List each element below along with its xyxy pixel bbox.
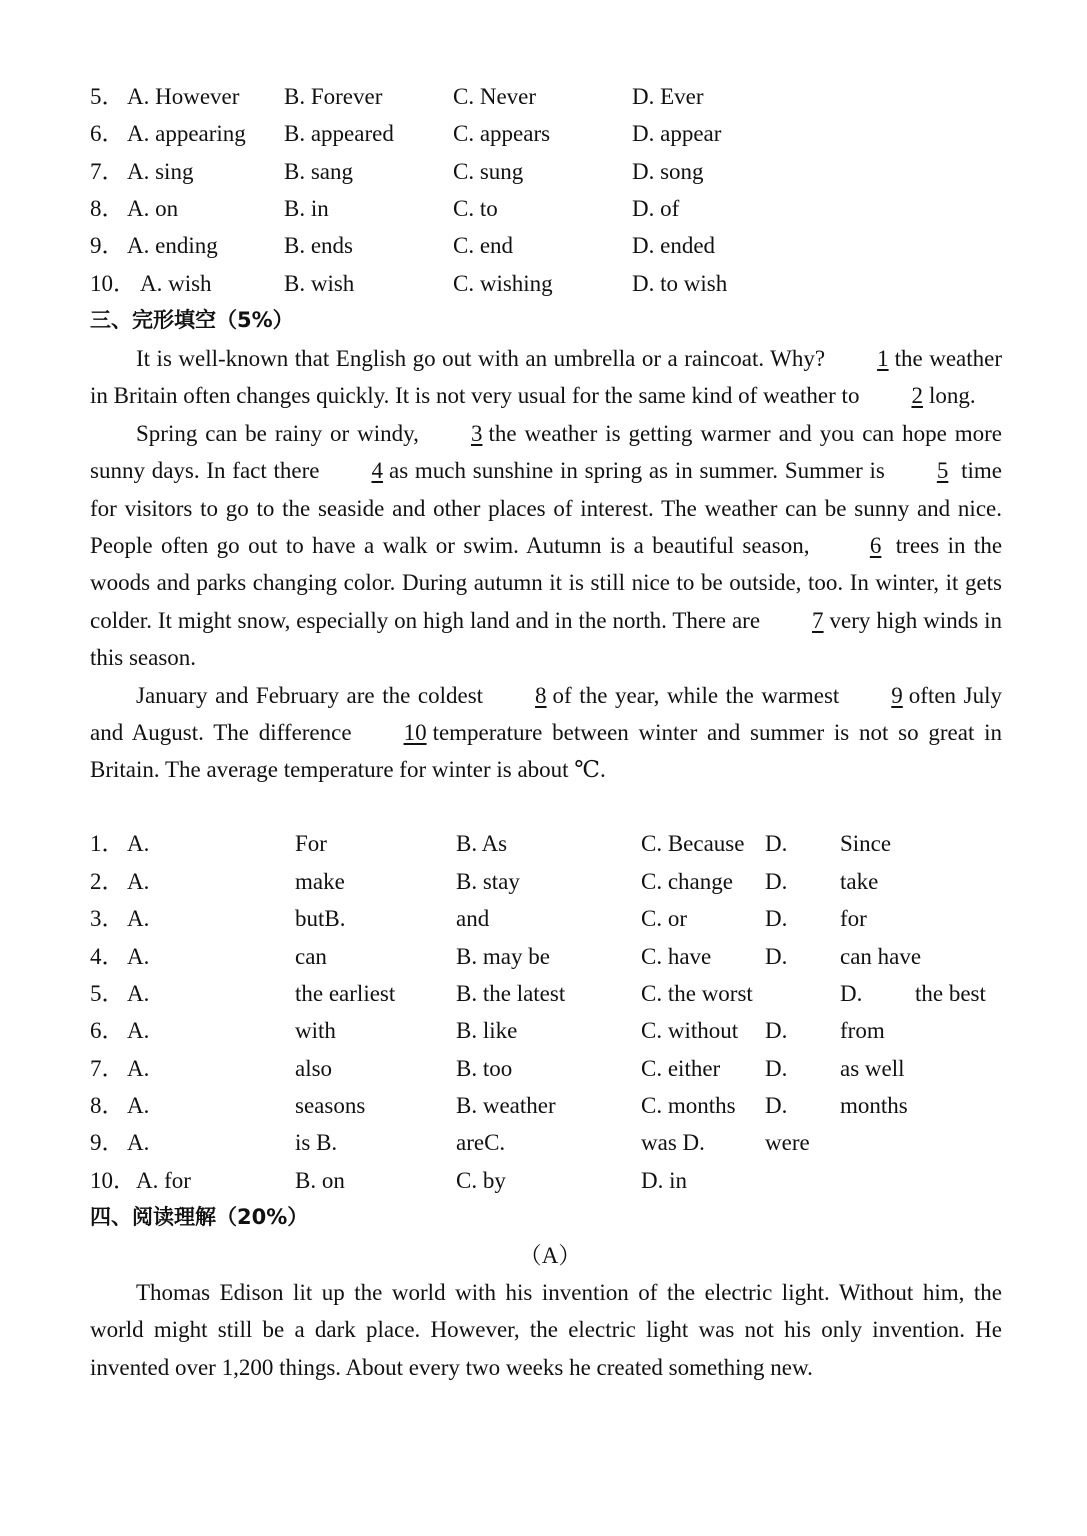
option-row — [0, 863, 1087, 900]
option-c: C. to — [453, 196, 498, 221]
question-number: 6． — [90, 1018, 125, 1043]
passage-text: long. — [928, 383, 976, 409]
option-b: B. sang — [284, 159, 353, 184]
option-row — [0, 1124, 1087, 1161]
question-number: 9． — [90, 233, 125, 258]
option-c: C. wishing — [453, 271, 553, 296]
option-a: is B. — [295, 1130, 338, 1155]
option-row — [0, 78, 1087, 115]
option-a-label: A. — [127, 869, 150, 894]
option-d: D. Ever — [632, 84, 704, 109]
option-a: For — [295, 831, 327, 856]
option-row — [0, 900, 1087, 937]
passage-text: temperature between winter and summer is not so great in Britain. The average temperature for winter is about ℃. — [90, 720, 1002, 783]
option-a-label: A. — [127, 1018, 150, 1043]
passage-text: very high winds in this season. — [90, 607, 1002, 671]
option-d: were — [765, 1130, 810, 1155]
option-d: the best — [915, 981, 986, 1006]
option-d-label: D. — [765, 944, 788, 969]
blank-8: 8 — [535, 682, 547, 708]
option-b: B. ends — [284, 233, 353, 258]
question-number: 1． — [90, 831, 125, 856]
passage-text: trees in the woods and parks changing color. During autumn it is still nice to be outside, too. In winter, it gets colder. It might snow, especially on high land and in the north. There are — [90, 533, 1003, 633]
option-a: A. wish — [140, 271, 212, 296]
option-c: C. the worst — [641, 981, 753, 1006]
passage-label: （A） — [518, 1243, 582, 1268]
question-number: 7． — [90, 1056, 125, 1081]
option-a: A. ending — [127, 233, 218, 258]
option-c: C. Never — [453, 84, 537, 109]
option-b: B. like — [456, 1018, 518, 1043]
question-number: 7． — [90, 159, 125, 184]
option-d-label: D. — [765, 1018, 788, 1043]
passage-text: It is well-known that English go out with an umbrella or a raincoat. Why? — [136, 346, 826, 371]
blank-6: 6 — [869, 533, 882, 559]
option-a: make — [295, 869, 345, 894]
option-a-label: A. — [127, 831, 150, 856]
option-a: A. sing — [127, 159, 194, 184]
option-c: C. or — [641, 906, 687, 931]
option-d: from — [840, 1018, 885, 1043]
option-c: C. end — [453, 233, 514, 258]
section-heading-reading: 四、阅读理解（20%） — [90, 1205, 309, 1229]
option-a-label: A. — [127, 906, 150, 931]
option-c: C. either — [641, 1056, 721, 1081]
option-c: C. months — [641, 1093, 736, 1118]
reading-paragraph-1: Thomas Edison lit up the world with his invention of the electric light. Without him, the world might still be a dark place. However, the electric light was not his only invention. He invented over 1,200 things. About every two weeks he created something new. — [90, 1280, 1002, 1380]
blank-5: 5 — [936, 458, 949, 484]
option-c: C. by — [456, 1168, 506, 1193]
option-d-label: D. — [765, 869, 788, 894]
option-b: B. wish — [284, 271, 355, 296]
passage-text: January and February are the coldest — [136, 682, 484, 708]
option-d: D. ended — [632, 233, 716, 258]
passage-text: the weather in Britain often changes quickly. It is not very usual for the same kind of weather to — [90, 346, 1002, 409]
option-a: can — [295, 944, 327, 969]
option-row — [0, 227, 1087, 264]
cloze-paragraph-1 — [90, 340, 1002, 415]
blank-4: 4 — [371, 458, 383, 484]
option-c: C. Because — [641, 831, 745, 856]
option-row — [0, 1012, 1087, 1049]
option-b: B. weather — [456, 1093, 556, 1118]
option-b: B. stay — [456, 869, 520, 894]
reading-passage-a — [90, 1274, 1002, 1386]
option-a: A. However — [127, 84, 240, 109]
option-a: seasons — [295, 1093, 366, 1118]
option-d-label: D. — [765, 831, 788, 856]
passage-text: as much sunshine in spring as in summer. Summer is — [388, 458, 885, 484]
option-d: take — [840, 869, 879, 894]
option-a: with — [295, 1018, 336, 1043]
question-number: 10． — [90, 271, 136, 296]
option-a-label: A. — [127, 1093, 150, 1118]
option-b: B. in — [284, 196, 329, 221]
question-number: 5． — [90, 981, 125, 1006]
option-c: C. have — [641, 944, 712, 969]
passage-text: the weather is getting warmer and you can hope more sunny days. In fact there — [90, 420, 1002, 484]
option-d: for — [840, 906, 867, 931]
question-number: 3． — [90, 906, 125, 931]
option-b: B. on — [295, 1168, 345, 1193]
question-number: 9． — [90, 1130, 125, 1155]
question-number: 8． — [90, 196, 125, 221]
option-d-label: D. — [765, 906, 788, 931]
option-row — [0, 265, 1087, 302]
option-d: D. to wish — [632, 271, 728, 296]
option-b: B. too — [456, 1056, 513, 1081]
option-d: as well — [840, 1056, 905, 1081]
option-a-label: A. — [127, 944, 150, 969]
cloze-paragraph-2 — [90, 415, 1002, 677]
question-number: 6． — [90, 121, 125, 146]
option-d: D. in — [641, 1168, 687, 1193]
question-number: 10．A. for — [90, 1168, 191, 1193]
option-d-label: D. — [765, 1056, 788, 1081]
option-a: A. on — [127, 196, 179, 221]
passage-text: of the year, while the warmest — [552, 682, 840, 708]
option-b: B. appeared — [284, 121, 394, 146]
question-number: 2． — [90, 869, 125, 894]
option-row — [0, 1087, 1087, 1124]
blank-3: 3 — [470, 420, 483, 446]
option-row — [0, 190, 1087, 227]
option-b: areC. — [456, 1130, 506, 1155]
option-b: B. the latest — [456, 981, 566, 1006]
option-a: the earliest — [295, 981, 396, 1006]
option-c: C. change — [641, 869, 733, 894]
option-c: C. appears — [453, 121, 551, 146]
option-d-label: D. — [840, 981, 863, 1006]
option-b: B. As — [456, 831, 508, 856]
option-d: can have — [840, 944, 922, 969]
blank-9: 9 — [891, 682, 903, 708]
option-c: was D. — [641, 1130, 705, 1155]
option-a: also — [295, 1056, 333, 1081]
passage-text: Spring can be rainy or windy, — [136, 420, 419, 446]
option-d-label: D. — [765, 1093, 788, 1118]
option-d: D. of — [632, 196, 680, 221]
option-a-label: A. — [127, 981, 150, 1006]
blank-2: 2 — [911, 383, 923, 409]
option-row — [0, 938, 1087, 975]
option-row — [0, 115, 1087, 152]
question-number: 8． — [90, 1093, 125, 1118]
option-d: Since — [840, 831, 892, 856]
passage-text: often July and August. The difference — [90, 682, 1002, 746]
passage-text: time for visitors to go to the seaside and other places of interest. The weather can be sunny and nice. People often go out to have a walk or swim. Autumn is a beautiful season, — [90, 458, 1003, 559]
option-c: C. without — [641, 1018, 739, 1043]
blank-7: 7 — [812, 607, 824, 633]
question-number: 4． — [90, 944, 125, 969]
option-b: B. may be — [456, 944, 550, 969]
option-d: months — [840, 1093, 908, 1118]
option-row — [0, 1162, 1087, 1199]
option-row — [0, 1050, 1087, 1087]
option-d: D. song — [632, 159, 704, 184]
option-a-label: A. — [127, 1056, 150, 1081]
option-d: D. appear — [632, 121, 722, 146]
option-row — [0, 975, 1087, 1012]
option-b: B. Forever — [284, 84, 383, 109]
section-heading-cloze: 三、完形填空（5%） — [90, 308, 294, 332]
blank-1: 1 — [877, 346, 889, 371]
blank-10: 10 — [403, 720, 427, 746]
option-row — [0, 153, 1087, 190]
option-a-label: A. — [127, 1130, 150, 1155]
option-c: C. sung — [453, 159, 524, 184]
cloze-paragraph-3 — [90, 677, 1002, 789]
cloze-passage — [90, 340, 1002, 789]
option-a: butB. — [295, 906, 346, 931]
option-row — [0, 825, 1087, 862]
option-b: and — [456, 906, 490, 931]
question-number: 5． — [90, 84, 125, 109]
option-a: A. appearing — [127, 121, 246, 146]
